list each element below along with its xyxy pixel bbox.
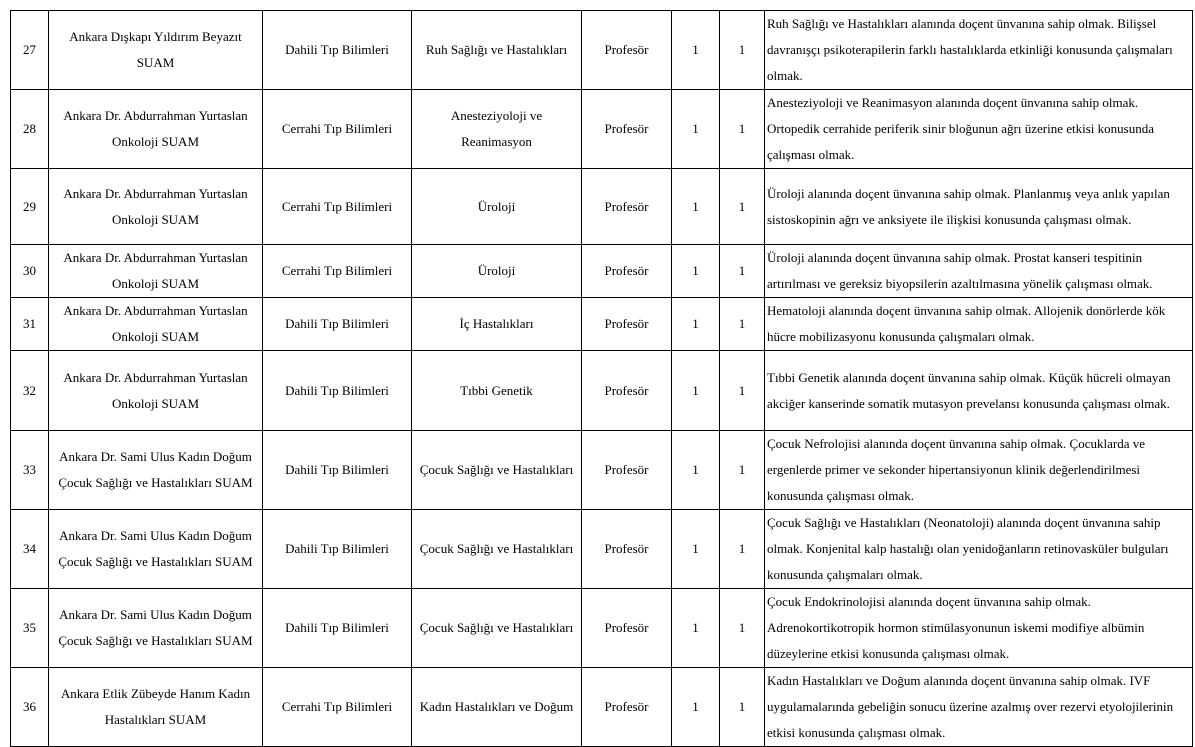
cell-no: 32: [11, 351, 49, 431]
table-row: [11, 169, 1193, 245]
cell-count-2: 1: [720, 90, 765, 169]
cell-department: Üroloji: [412, 245, 582, 298]
cell-hospital: Ankara Dr. Sami Ulus Kadın Doğum Çocuk Sağlığı ve Hastalıkları SUAM: [49, 589, 263, 668]
cell-count-2: 1: [720, 298, 765, 351]
cell-no: 28: [11, 90, 49, 169]
cell-title: Profesör: [582, 589, 672, 668]
cell-description: Anesteziyoloji ve Reanimasyon alanında doçent ünvanına sahip olmak. Ortopedik cerrahide periferik sinir bloğunun ağrı üzerine etkisi konusunda çalışması olmak.: [765, 90, 1193, 169]
cell-title: Profesör: [582, 510, 672, 589]
cell-hospital: Ankara Dr. Sami Ulus Kadın Doğum Çocuk Sağlığı ve Hastalıkları SUAM: [49, 510, 263, 589]
cell-department: Üroloji: [412, 169, 582, 245]
cell-no: 34: [11, 510, 49, 589]
cell-count-1: 1: [672, 589, 720, 668]
cell-count-1: 1: [672, 431, 720, 510]
cell-no: 27: [11, 11, 49, 90]
cell-count-1: 1: [672, 298, 720, 351]
cell-department: Ruh Sağlığı ve Hastalıkları: [412, 11, 582, 90]
table-row: [11, 245, 1193, 298]
cell-department: Çocuk Sağlığı ve Hastalıkları: [412, 431, 582, 510]
cell-title: Profesör: [582, 351, 672, 431]
cell-hospital: Ankara Dr. Abdurrahman Yurtaslan Onkoloji SUAM: [49, 245, 263, 298]
cell-department: Çocuk Sağlığı ve Hastalıkları: [412, 510, 582, 589]
cell-hospital: Ankara Dr. Abdurrahman Yurtaslan Onkoloji SUAM: [49, 298, 263, 351]
cell-hospital: Ankara Dr. Sami Ulus Kadın Doğum Çocuk Sağlığı ve Hastalıkları SUAM: [49, 431, 263, 510]
table-row: [11, 668, 1193, 747]
cell-no: 36: [11, 668, 49, 747]
table-row: [11, 510, 1193, 589]
positions-table: [10, 10, 1193, 747]
cell-count-1: 1: [672, 245, 720, 298]
cell-count-1: 1: [672, 510, 720, 589]
cell-count-2: 1: [720, 11, 765, 90]
cell-title: Profesör: [582, 431, 672, 510]
cell-count-2: 1: [720, 510, 765, 589]
cell-description: Kadın Hastalıkları ve Doğum alanında doçent ünvanına sahip olmak. IVF uygulamalarında gebeliğin sonucu üzerine azalmış over rezervi etyolojilerinin etkisi konusunda çalışması olmak.: [765, 668, 1193, 747]
cell-hospital: Ankara Dr. Abdurrahman Yurtaslan Onkoloji SUAM: [49, 169, 263, 245]
cell-no: 31: [11, 298, 49, 351]
cell-hospital: Ankara Dr. Abdurrahman Yurtaslan Onkoloji SUAM: [49, 351, 263, 431]
cell-field: Dahili Tıp Bilimleri: [263, 589, 412, 668]
cell-title: Profesör: [582, 90, 672, 169]
cell-description: Üroloji alanında doçent ünvanına sahip olmak. Planlanmış veya anlık yapılan sistoskopinin ağrı ve anksiyete ile ilişkisi konusunda çalışması olmak.: [765, 169, 1193, 245]
cell-description: Çocuk Sağlığı ve Hastalıkları (Neonatoloji) alanında doçent ünvanına sahip olmak. Konjenital kalp hastalığı olan yenidoğanların retinovasküler bulguları konusunda çalışmaları olmak.: [765, 510, 1193, 589]
cell-description: Üroloji alanında doçent ünvanına sahip olmak. Prostat kanseri tespitinin artırılması ve gereksiz biyopsilerin azaltılmasına yönelik çalışması olmak.: [765, 245, 1193, 298]
cell-department: Çocuk Sağlığı ve Hastalıkları: [412, 589, 582, 668]
cell-description: Çocuk Endokrinolojisi alanında doçent ünvanına sahip olmak. Adrenokortikotropik hormon stimülasyonunun iskemi modifiye albümin düzeylerine etkisi konusunda çalışması olmak.: [765, 589, 1193, 668]
cell-description: Ruh Sağlığı ve Hastalıkları alanında doçent ünvanına sahip olmak. Bilişsel davranışçı psikoterapilerin farklı hastalıklarda etkinliği konusunda çalışmaları olmak.: [765, 11, 1193, 90]
cell-title: Profesör: [582, 668, 672, 747]
cell-no: 30: [11, 245, 49, 298]
cell-department: Anesteziyoloji ve Reanimasyon: [412, 90, 582, 169]
cell-count-2: 1: [720, 589, 765, 668]
cell-count-2: 1: [720, 668, 765, 747]
cell-department: Kadın Hastalıkları ve Doğum: [412, 668, 582, 747]
cell-title: Profesör: [582, 245, 672, 298]
cell-field: Dahili Tıp Bilimleri: [263, 351, 412, 431]
cell-count-2: 1: [720, 351, 765, 431]
table-row: [11, 298, 1193, 351]
cell-hospital: Ankara Etlik Zübeyde Hanım Kadın Hastalıkları SUAM: [49, 668, 263, 747]
cell-field: Cerrahi Tıp Bilimleri: [263, 90, 412, 169]
cell-hospital: Ankara Dışkapı Yıldırım Beyazıt SUAM: [49, 11, 263, 90]
cell-field: Cerrahi Tıp Bilimleri: [263, 245, 412, 298]
cell-no: 33: [11, 431, 49, 510]
table-row: [11, 11, 1193, 90]
cell-no: 35: [11, 589, 49, 668]
table-row: [11, 90, 1193, 169]
cell-count-1: 1: [672, 351, 720, 431]
table-row: [11, 431, 1193, 510]
cell-title: Profesör: [582, 169, 672, 245]
cell-count-1: 1: [672, 169, 720, 245]
cell-title: Profesör: [582, 298, 672, 351]
cell-count-2: 1: [720, 169, 765, 245]
cell-field: Dahili Tıp Bilimleri: [263, 510, 412, 589]
cell-count-1: 1: [672, 11, 720, 90]
table-row: [11, 589, 1193, 668]
cell-field: Dahili Tıp Bilimleri: [263, 11, 412, 90]
cell-no: 29: [11, 169, 49, 245]
cell-count-1: 1: [672, 90, 720, 169]
cell-title: Profesör: [582, 11, 672, 90]
cell-department: Tıbbi Genetik: [412, 351, 582, 431]
cell-department: İç Hastalıkları: [412, 298, 582, 351]
cell-field: Cerrahi Tıp Bilimleri: [263, 668, 412, 747]
cell-field: Dahili Tıp Bilimleri: [263, 298, 412, 351]
cell-field: Dahili Tıp Bilimleri: [263, 431, 412, 510]
cell-count-2: 1: [720, 431, 765, 510]
cell-count-2: 1: [720, 245, 765, 298]
cell-description: Çocuk Nefrolojisi alanında doçent ünvanına sahip olmak. Çocuklarda ve ergenlerde primer ve sekonder hipertansiyonun klinik değerlendirilmesi konusunda çalışması olmak.: [765, 431, 1193, 510]
cell-count-1: 1: [672, 668, 720, 747]
cell-field: Cerrahi Tıp Bilimleri: [263, 169, 412, 245]
table-row: [11, 351, 1193, 431]
cell-hospital: Ankara Dr. Abdurrahman Yurtaslan Onkoloji SUAM: [49, 90, 263, 169]
cell-description: Tıbbi Genetik alanında doçent ünvanına sahip olmak. Küçük hücreli olmayan akciğer kanserinde somatik mutasyon prevelansı konusunda çalışması olmak.: [765, 351, 1193, 431]
cell-description: Hematoloji alanında doçent ünvanına sahip olmak. Allojenik donörlerde kök hücre mobilizasyonu konusunda çalışmaları olmak.: [765, 298, 1193, 351]
